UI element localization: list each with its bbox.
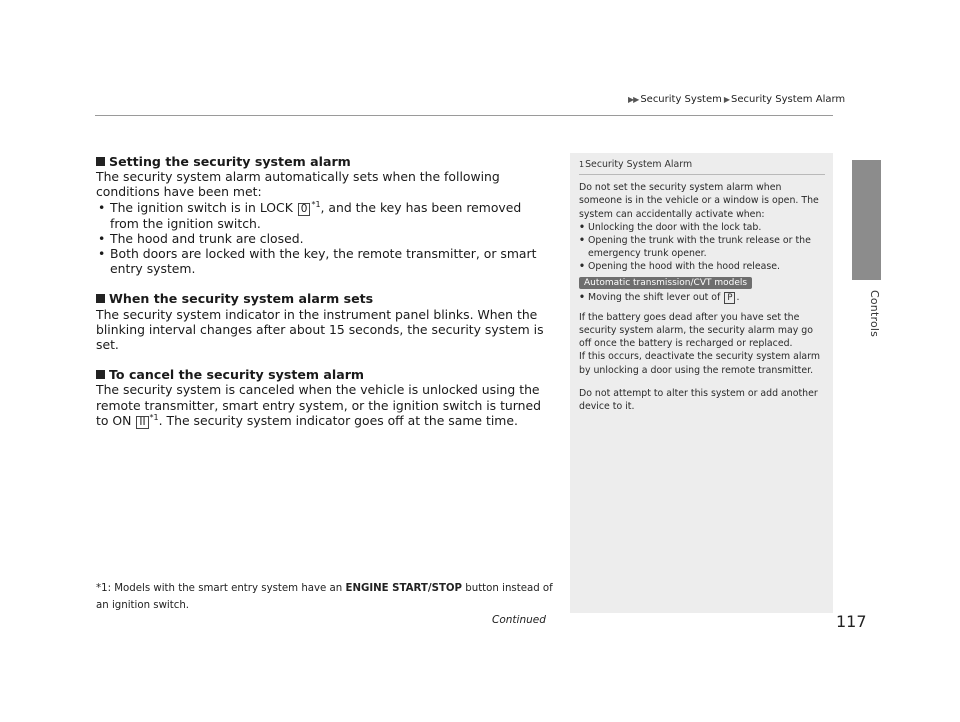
footnote <box>96 580 556 614</box>
breadcrumb-arrow-icon: ▶ <box>723 95 730 104</box>
list-item: • Unlocking the door with the lock tab. <box>579 221 825 234</box>
footnote-text: *1: Models with the smart entry system have an <box>96 583 346 594</box>
square-bullet-icon <box>96 294 105 303</box>
ignition-key-symbol: 0 <box>298 203 311 216</box>
list-item: • Opening the trunk with the trunk release or the emergency trunk opener. <box>579 234 825 260</box>
main-content <box>96 154 548 429</box>
footnote-ref: *1 <box>149 412 159 422</box>
sidebar-paragraph: Do not set the security system alarm when someone is in the vehicle or a window is open. The system can accidentally activate when: <box>579 182 819 220</box>
shift-position-symbol: P <box>724 292 735 304</box>
section-heading-text: To cancel the security system alarm <box>109 367 365 383</box>
section-heading-text: When the security system alarm sets <box>109 291 374 307</box>
sidebar-bullet-list <box>579 221 825 274</box>
square-bullet-icon <box>96 157 105 166</box>
paragraph-text: The security system is canceled when the vehicle is unlocked using the remote transmitter, smart entry system, or the ignition switch is turned to ON <box>96 382 541 428</box>
sidebar-paragraph: If this occurs, deactivate the security system alarm by unlocking a door using the remote transmitter. <box>579 351 820 376</box>
list-item: • The hood and trunk are closed. <box>96 231 548 246</box>
continued-label: Continued <box>492 614 546 626</box>
list-item-text: The ignition switch is in LOCK <box>110 199 297 215</box>
sidebar-paragraph: If the battery goes dead after you have set the security system alarm, the security alarm may go off once the battery is recharged or replaced. <box>579 311 813 350</box>
breadcrumb-arrow-icon: ▶▶ <box>628 95 639 104</box>
section-heading <box>96 154 548 169</box>
paragraph-text: . The security system indicator goes off at the same time. <box>158 412 518 428</box>
list-item: • Opening the hood with the hood release. <box>579 260 825 273</box>
list-item: • Both doors are locked with the key, the remote transmitter, or smart entry system. <box>96 246 548 276</box>
ignition-key-symbol: II <box>136 416 148 429</box>
sidebar-paragraph: Do not attempt to alter this system or add another device to it. <box>579 387 818 413</box>
reference-number: 1 <box>579 160 585 169</box>
list-item-text: . <box>736 291 740 303</box>
footnote-text: button instead of an ignition switch. <box>96 583 553 611</box>
square-bullet-icon <box>96 370 105 379</box>
list-item <box>96 200 548 231</box>
breadcrumb <box>628 94 846 105</box>
footnote-ref: *1 <box>311 199 321 209</box>
page-number: 117 <box>836 612 867 631</box>
sidebar-title <box>579 158 825 171</box>
header-divider <box>95 115 833 116</box>
breadcrumb-item: Security System <box>640 94 722 105</box>
sidebar-bullet-list <box>579 291 825 304</box>
section-tab <box>852 160 881 280</box>
section-heading-text: Setting the security system alarm <box>109 154 351 169</box>
paragraph: The security system indicator in the instrument panel blinks. When the blinking interval changes after about 15 seconds, the security system is set. <box>96 306 544 353</box>
paragraph: The security system alarm automatically sets when the following conditions have been met: <box>96 169 500 200</box>
section-heading <box>96 367 548 382</box>
bullet-list <box>96 200 548 277</box>
breadcrumb-item: Security System Alarm <box>731 94 846 105</box>
list-item-text: , and the key has been removed from the ignition switch. <box>110 199 522 231</box>
list-item-text: Moving the shift lever out of <box>588 291 724 303</box>
sidebar-note-panel <box>570 153 833 613</box>
list-item <box>579 291 825 304</box>
footnote-bold-text: ENGINE START/STOP <box>345 583 463 594</box>
paragraph <box>96 382 548 428</box>
model-badge: Automatic transmission/CVT models <box>579 277 752 289</box>
section-tab-label: Controls <box>868 290 881 338</box>
sidebar-title-text: Security System Alarm <box>585 159 693 170</box>
sidebar-divider <box>579 174 825 175</box>
section-heading <box>96 291 548 306</box>
